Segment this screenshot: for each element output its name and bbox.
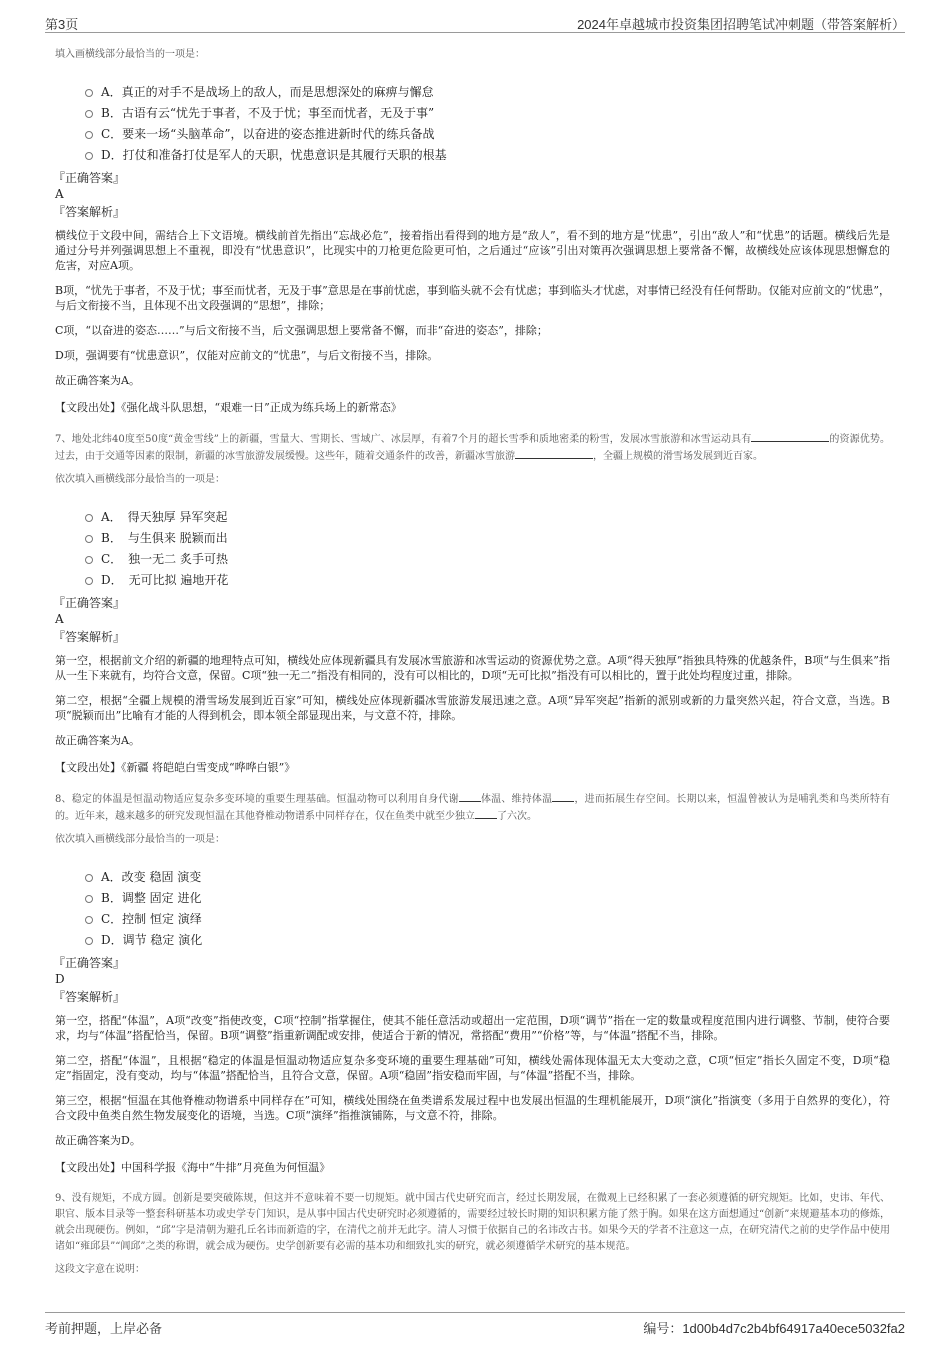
radio-icon[interactable] [85,916,93,924]
radio-icon[interactable] [85,152,93,160]
radio-icon[interactable] [85,874,93,882]
analysis-paragraph: 第一空，搭配“体温”，A项“改变”指使改变，C项“控制”指掌握住，使其不能任意活动或超出一定范围，D项“调节”指在一定的数量或程度范围内进行调整、节制，使符合要求，均与“体温”搭配恰当，保留。B项“调整”指重新调配或安排，使适合于新的情况，常搭配“费用”“价格”等，与“体温”搭配不当，排除。 [55,1014,890,1042]
page-footer [45,1312,905,1337]
page-header [45,10,905,33]
question-9 [55,1191,890,1277]
correct-answer: A [55,187,64,201]
option-text: B．古语有云“忧先于事者，不及于忧；事至而忧者，无及于事” [101,106,435,120]
option-c[interactable] [85,549,890,570]
fill-blank [459,791,481,802]
option-text: C． 独一无二 炙手可热 [101,552,228,566]
analysis-label: 『答案解析』 [53,205,126,219]
passage-source: 【文段出处】《强化战斗队思想，“艰难一日”正成为练兵场上的新常态》 [55,401,402,414]
question-text-part: 8、稳定的体温是恒温动物适应复杂多变环境的重要生理基础。恒温动物可以利用自身代谢 [55,794,459,805]
fill-blank [475,808,497,819]
option-b[interactable] [85,888,890,909]
document-id: 编号：1d00b4d7c2b4bf64917a40ece5032fa2 [643,1321,905,1336]
question-text-part: 体温、维持体温 [480,794,553,805]
question-text-part: ，全疆上规模的滑雪场发展到近百家。 [593,451,763,462]
analysis-paragraph: 第二空，根据“全疆上规模的滑雪场发展到近百家”可知，横线处应体现新疆冰雪旅游发展迅速之意。A项“异军突起”指新的派别或新的力量突然兴起，符合文意，当选。B项“脱颖而出”比喻有才能的人得到机会，即本领全部显现出来，与文意不符，排除。 [55,694,890,722]
question-text-part: 了六次。 [497,811,537,822]
analysis-paragraph: 第二空，搭配“体温”，且根据“稳定的体温是恒温动物适应复杂多变环境的重要生理基础”可知，横线处需体现体温无太大变动之意，C项“恒定”指长久固定不变，D项“稳定”指固定，没有变动，均与“体温”搭配恰当，且符合文意，保留。A项“稳固”指安稳而牢固，与“体温”搭配不当，排除。 [55,1054,890,1082]
analysis-paragraph: B项，“忧先于事者，不及于忧；事至而忧者，无及于事”意思是在事前忧虑，事到临头就不会有忧虑；事到临头才忧虑，对事情已经没有任何帮助。仅能对应前文的“忧患”，与后文衔接不当，且体现不出文段强调的“思想”，排除； [55,284,890,312]
question-7 [55,431,890,775]
option-list [85,867,890,951]
analysis-paragraph: 横线位于文段中间，需结合上下文语境。横线前首先指出“忘战必危”，接着指出看得到的地方是“敌人”，看不到的地方是“忧患”，引出“敌人”和“忧患”的话题。横线后先是通过分号并列强调思想上不重视，即没有“忧患意识”，比现实中的刀枪更危险更可怕，之后通过“应该”引出对策再次强调思想上要常备不懈，故横线处应该体现思想懈怠的危害，对应A项。 [55,229,890,272]
radio-icon[interactable] [85,895,93,903]
question-prompt: 依次填入画横线部分最恰当的一项是： [55,834,225,845]
option-c[interactable] [85,124,890,145]
page-number: 第3页 [45,17,79,32]
answer-conclusion: 故正确答案为A。 [55,374,140,387]
correct-answer-label: 『正确答案』 [53,956,126,970]
page-content [55,44,890,1297]
analysis-paragraph: D项，强调要有“忧患意识”，仅能对应前文的“忧患”，与后文衔接不当，排除。 [55,349,439,362]
option-a[interactable] [85,82,890,103]
question-prompt: 这段文字意在说明： [55,1264,145,1275]
option-list [85,82,890,166]
option-text: D． 无可比拟 遍地开花 [101,573,229,587]
option-text: B． 与生俱来 脱颖而出 [101,531,228,545]
fill-blank [552,791,574,802]
analysis-paragraph: 第三空，根据“恒温在其他脊椎动物谱系中同样存在”可知，横线处围绕在鱼类谱系发展过程中也发展出恒温的生理机能展开，D项“演化”指演变（多用于自然界的变化），符合文段中鱼类自然生物发展变化的语境，当选。C项“演绎”指推演铺陈，与文意不符，排除。 [55,1094,890,1122]
radio-icon[interactable] [85,937,93,945]
option-d[interactable] [85,930,890,951]
analysis-label: 『答案解析』 [53,990,126,1004]
radio-icon[interactable] [85,89,93,97]
passage-source: 【文段出处】《新疆 将皑皑白雪变成“哗哗白银”》 [55,761,296,774]
option-d[interactable] [85,570,890,591]
radio-icon[interactable] [85,535,93,543]
option-text: C．控制 恒定 演绎 [101,912,202,926]
correct-answer: A [55,612,64,626]
document-title: 2024年卓越城市投资集团招聘笔试冲刺题（带答案解析） [577,17,905,32]
option-b[interactable] [85,528,890,549]
correct-answer: D [55,972,65,986]
correct-answer-label: 『正确答案』 [53,596,126,610]
question-text-part: 7、地处北纬40度至50度“黄金雪线”上的新疆，雪量大、雪期长、雪域广、冰层厚，有着7个月的超长雪季和质地密柔的粉雪，发展冰雪旅游和冰雪运动具有 [55,434,752,445]
radio-icon[interactable] [85,577,93,585]
option-a[interactable] [85,867,890,888]
footer-slogan: 考前押题，上岸必备 [45,1321,163,1336]
answer-conclusion: 故正确答案为D。 [55,1134,141,1147]
radio-icon[interactable] [85,110,93,118]
question-text [55,431,890,465]
passage-source: 【文段出处】中国科学报《海中“牛排”月亮鱼为何恒温》 [55,1161,331,1174]
question-prompt: 填入画横线部分最恰当的一项是： [55,49,205,60]
option-text: B．调整 固定 进化 [101,891,202,905]
radio-icon[interactable] [85,131,93,139]
analysis-paragraph: C项，“以奋进的姿态……”与后文衔接不当，后文强调思想上要常备不懈，而非“奋进的姿态”，排除； [55,324,548,337]
option-a[interactable] [85,507,890,528]
option-text: D．调节 稳定 演化 [101,933,203,947]
question-8 [55,791,890,1175]
radio-icon[interactable] [85,514,93,522]
analysis-label: 『答案解析』 [53,630,126,644]
option-text: A． 得天独厚 异军突起 [101,510,228,524]
analysis-paragraph: 第一空，根据前文介绍的新疆的地理特点可知，横线处应体现新疆具有发展冰雪旅游和冰雪运动的资源优势之意。A项“得天独厚”指独具特殊的优越条件，B项“与生俱来”指从一生下来就有，均符合文意，保留。C项“独一无二”指没有相同的，没有可以相比的，D项“无可比拟”指没有可以相比的，置于此处均程度过重，排除。 [55,654,890,682]
option-text: D．打仗和准备打仗是军人的天职，忧患意识是其履行天职的根基 [101,148,447,162]
radio-icon[interactable] [85,556,93,564]
answer-conclusion: 故正确答案为A。 [55,734,140,747]
question-text: 9、没有规矩，不成方圆。创新是要突破陈规，但这并不意味着不要一切规矩。就中国古代史研究而言，经过长期发展，在微观上已经积累了一套必须遵循的研究规矩。比如，史讳、年代、职官、版本目录等一整套科研基本功或史学专门知识，是从事中国古代史研究时必须遵循的，需要经过较长时期的知识积累方能了然于胸。如果在这方面想通过“创新”来规避基本功的修炼，就会出现硬伤。例如，“邱”字是清朝为避孔丘名讳而新造的字，在清代之前并无此字。清人习惯于依据自己的名讳改古书。如果今天的学者不注意这一点，在研究清代之前的史学作品中使用诸如“雍邱县”“阊邱”之类的称谓，就会成为硬伤。史学创新要有必需的基本功和细致扎实的研究，就必须遵循学术研究的基本规范。 [55,1193,890,1252]
question-text [55,791,890,825]
question-prompt: 依次填入画横线部分最恰当的一项是： [55,474,225,485]
option-list [85,507,890,591]
correct-answer-label: 『正确答案』 [53,171,126,185]
option-text: A．真正的对手不是战场上的敌人，而是思想深处的麻痹与懈怠 [101,85,434,99]
option-text: A．改变 稳固 演变 [101,870,202,884]
question-text-part: 的资源优势。过去，由于交通等因素的限制，新疆的冰雪旅游发展缓慢。这些年，随着交通条件的改善，新疆冰雪旅游 [55,434,890,462]
option-d[interactable] [85,145,890,166]
fill-blank [751,431,829,442]
question-text-part: ，进而拓展生存空间。长期以来，恒温曾被认为是哺乳类和鸟类所特有的。近年来，越来越多的研究发现恒温在其他脊椎动物谱系中同样存在，仅在鱼类中就至少独立 [55,794,891,822]
question-6 [55,48,890,415]
option-b[interactable] [85,103,890,124]
option-c[interactable] [85,909,890,930]
option-text: C．要来一场“头脑革命”，以奋进的姿态推进新时代的练兵备战 [101,127,435,141]
fill-blank [515,448,593,459]
